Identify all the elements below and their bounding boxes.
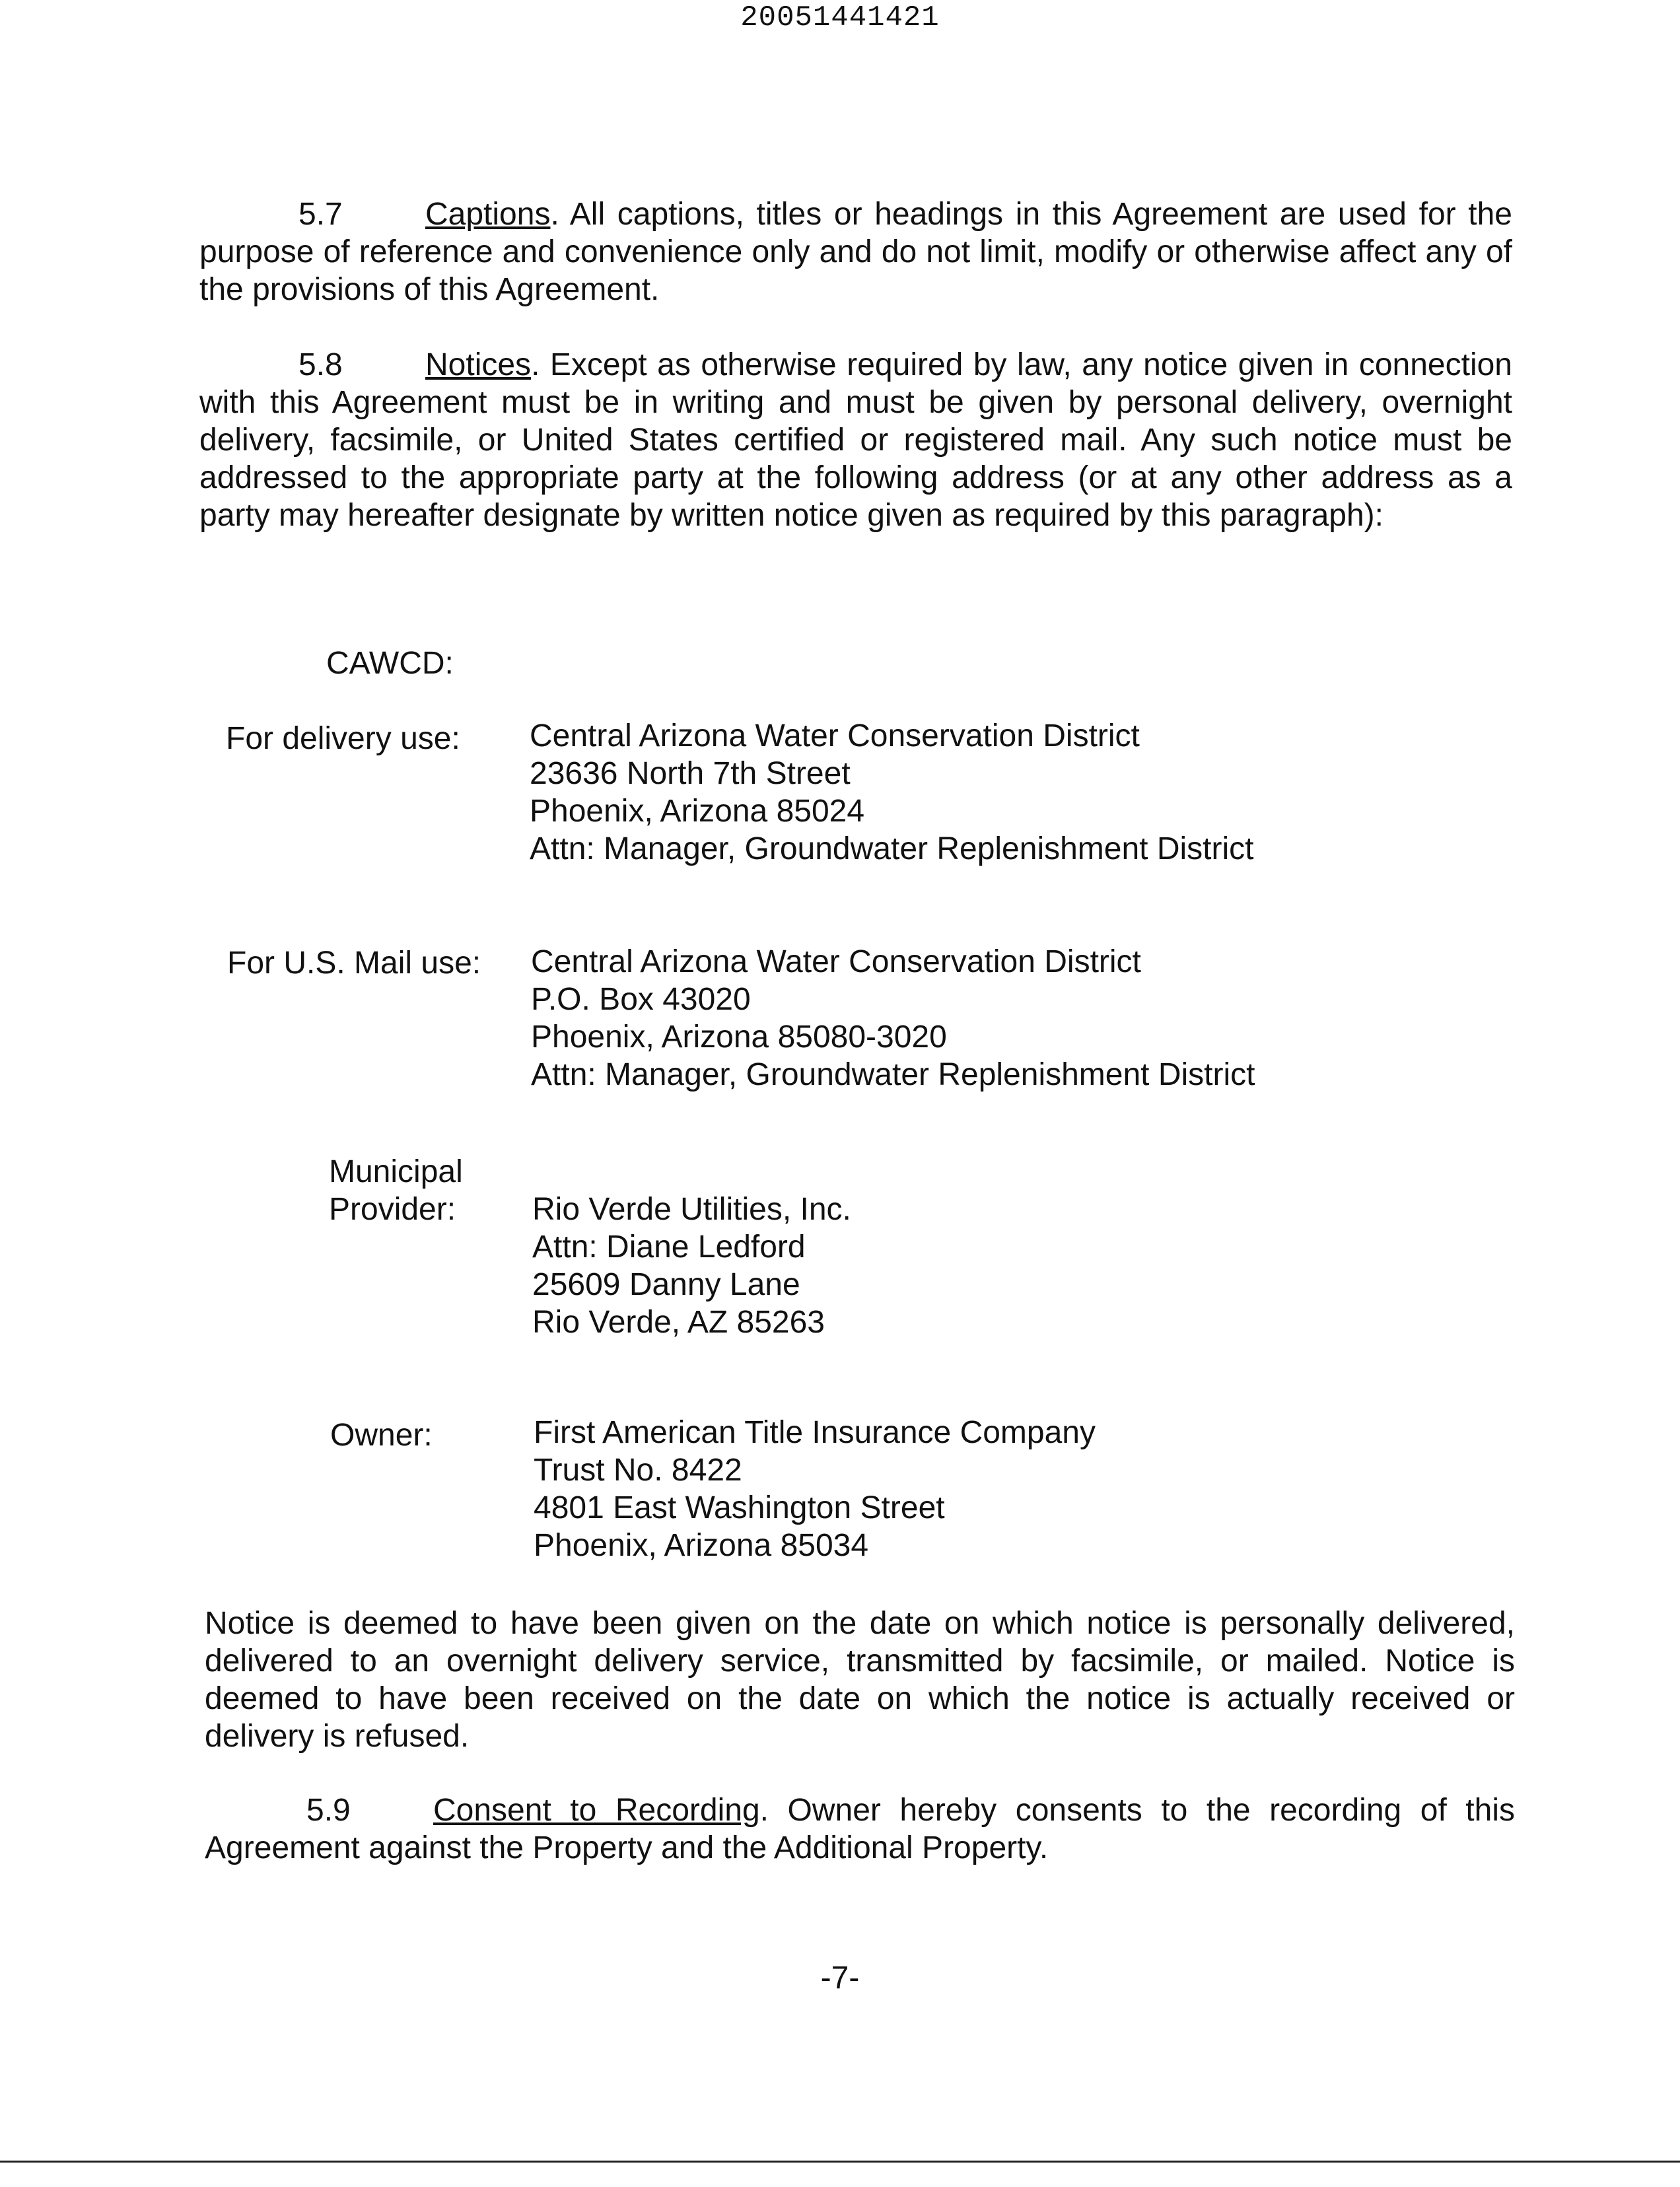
section-number: 5.9	[306, 1793, 351, 1828]
section-5-7-captions	[199, 195, 1512, 308]
label-line: Municipal	[329, 1154, 463, 1189]
cawcd-label: CAWCD:	[326, 646, 454, 681]
address-line: Rio Verde Utilities, Inc.	[532, 1192, 851, 1227]
document-number: 20051441421	[740, 1, 940, 34]
section-5-9-consent	[205, 1791, 1515, 1867]
section-text: . Except as otherwise required by law, any notice given in connection with this Agreement must be in writing and must be given by personal delivery, overnight delivery, facsimile, or United States certified or registered mail. Any such notice must be addressed to the appropriate party at the following address (or at any other address as a party may hereafter designate by written notice given as required by this paragraph):	[199, 347, 1512, 533]
address-line: Phoenix, Arizona 85034	[534, 1528, 869, 1563]
section-number: 5.7	[298, 197, 343, 232]
section-text: . Owner hereby consents to the recording of this Agreement against the Property and the Additional Property.	[205, 1793, 1516, 1865]
address-line: Central Arizona Water Conservation District	[530, 718, 1140, 753]
mail-use-label: For U.S. Mail use:	[227, 946, 481, 981]
page-number: -7-	[820, 1961, 860, 1996]
section-caption: Captions	[425, 197, 551, 232]
address-line: Central Arizona Water Conservation District	[531, 944, 1141, 979]
address-line: Phoenix, Arizona 85024	[530, 794, 865, 829]
address-line: 23636 North 7th Street	[530, 756, 851, 791]
section-caption: Consent to Recording	[433, 1793, 760, 1828]
address-line: Attn: Manager, Groundwater Replenishment District	[530, 831, 1254, 866]
notice-deemed-paragraph: Notice is deemed to have been given on the date on which notice is personally delivered, delivered to an overnight delivery service, transmitted by facsimile, or mailed. Notice is deemed to have been received on the date on which the notice is actually received or delivery is refused.	[205, 1606, 1515, 1754]
mail-address	[531, 943, 1255, 1094]
section-number: 5.8	[298, 347, 343, 382]
address-line: P.O. Box 43020	[531, 982, 751, 1017]
address-line: Phoenix, Arizona 85080-3020	[531, 1020, 947, 1055]
address-line: Rio Verde, AZ 85263	[532, 1305, 825, 1340]
owner-label: Owner:	[330, 1418, 433, 1453]
municipal-provider-address	[532, 1191, 851, 1341]
address-line: First American Title Insurance Company	[534, 1415, 1096, 1450]
delivery-address	[530, 717, 1254, 868]
address-line: Attn: Manager, Groundwater Replenishment District	[531, 1057, 1255, 1092]
label-line: Provider:	[329, 1192, 456, 1227]
delivery-use-label: For delivery use:	[226, 721, 460, 756]
address-line: 4801 East Washington Street	[534, 1490, 945, 1525]
municipal-provider-label	[329, 1153, 463, 1228]
section-caption: Notices	[425, 347, 532, 382]
bottom-rule	[0, 2161, 1680, 2163]
address-line: 25609 Danny Lane	[532, 1267, 800, 1302]
address-line: Trust No. 8422	[534, 1453, 742, 1488]
owner-address	[534, 1414, 1096, 1564]
section-text: . All captions, titles or headings in this Agreement are used for the purpose of reference and convenience only and do not limit, modify or otherwise affect any of the provisions of this Agreement.	[199, 197, 1512, 307]
address-line: Attn: Diane Ledford	[532, 1230, 806, 1265]
section-5-8-notices	[199, 346, 1512, 534]
